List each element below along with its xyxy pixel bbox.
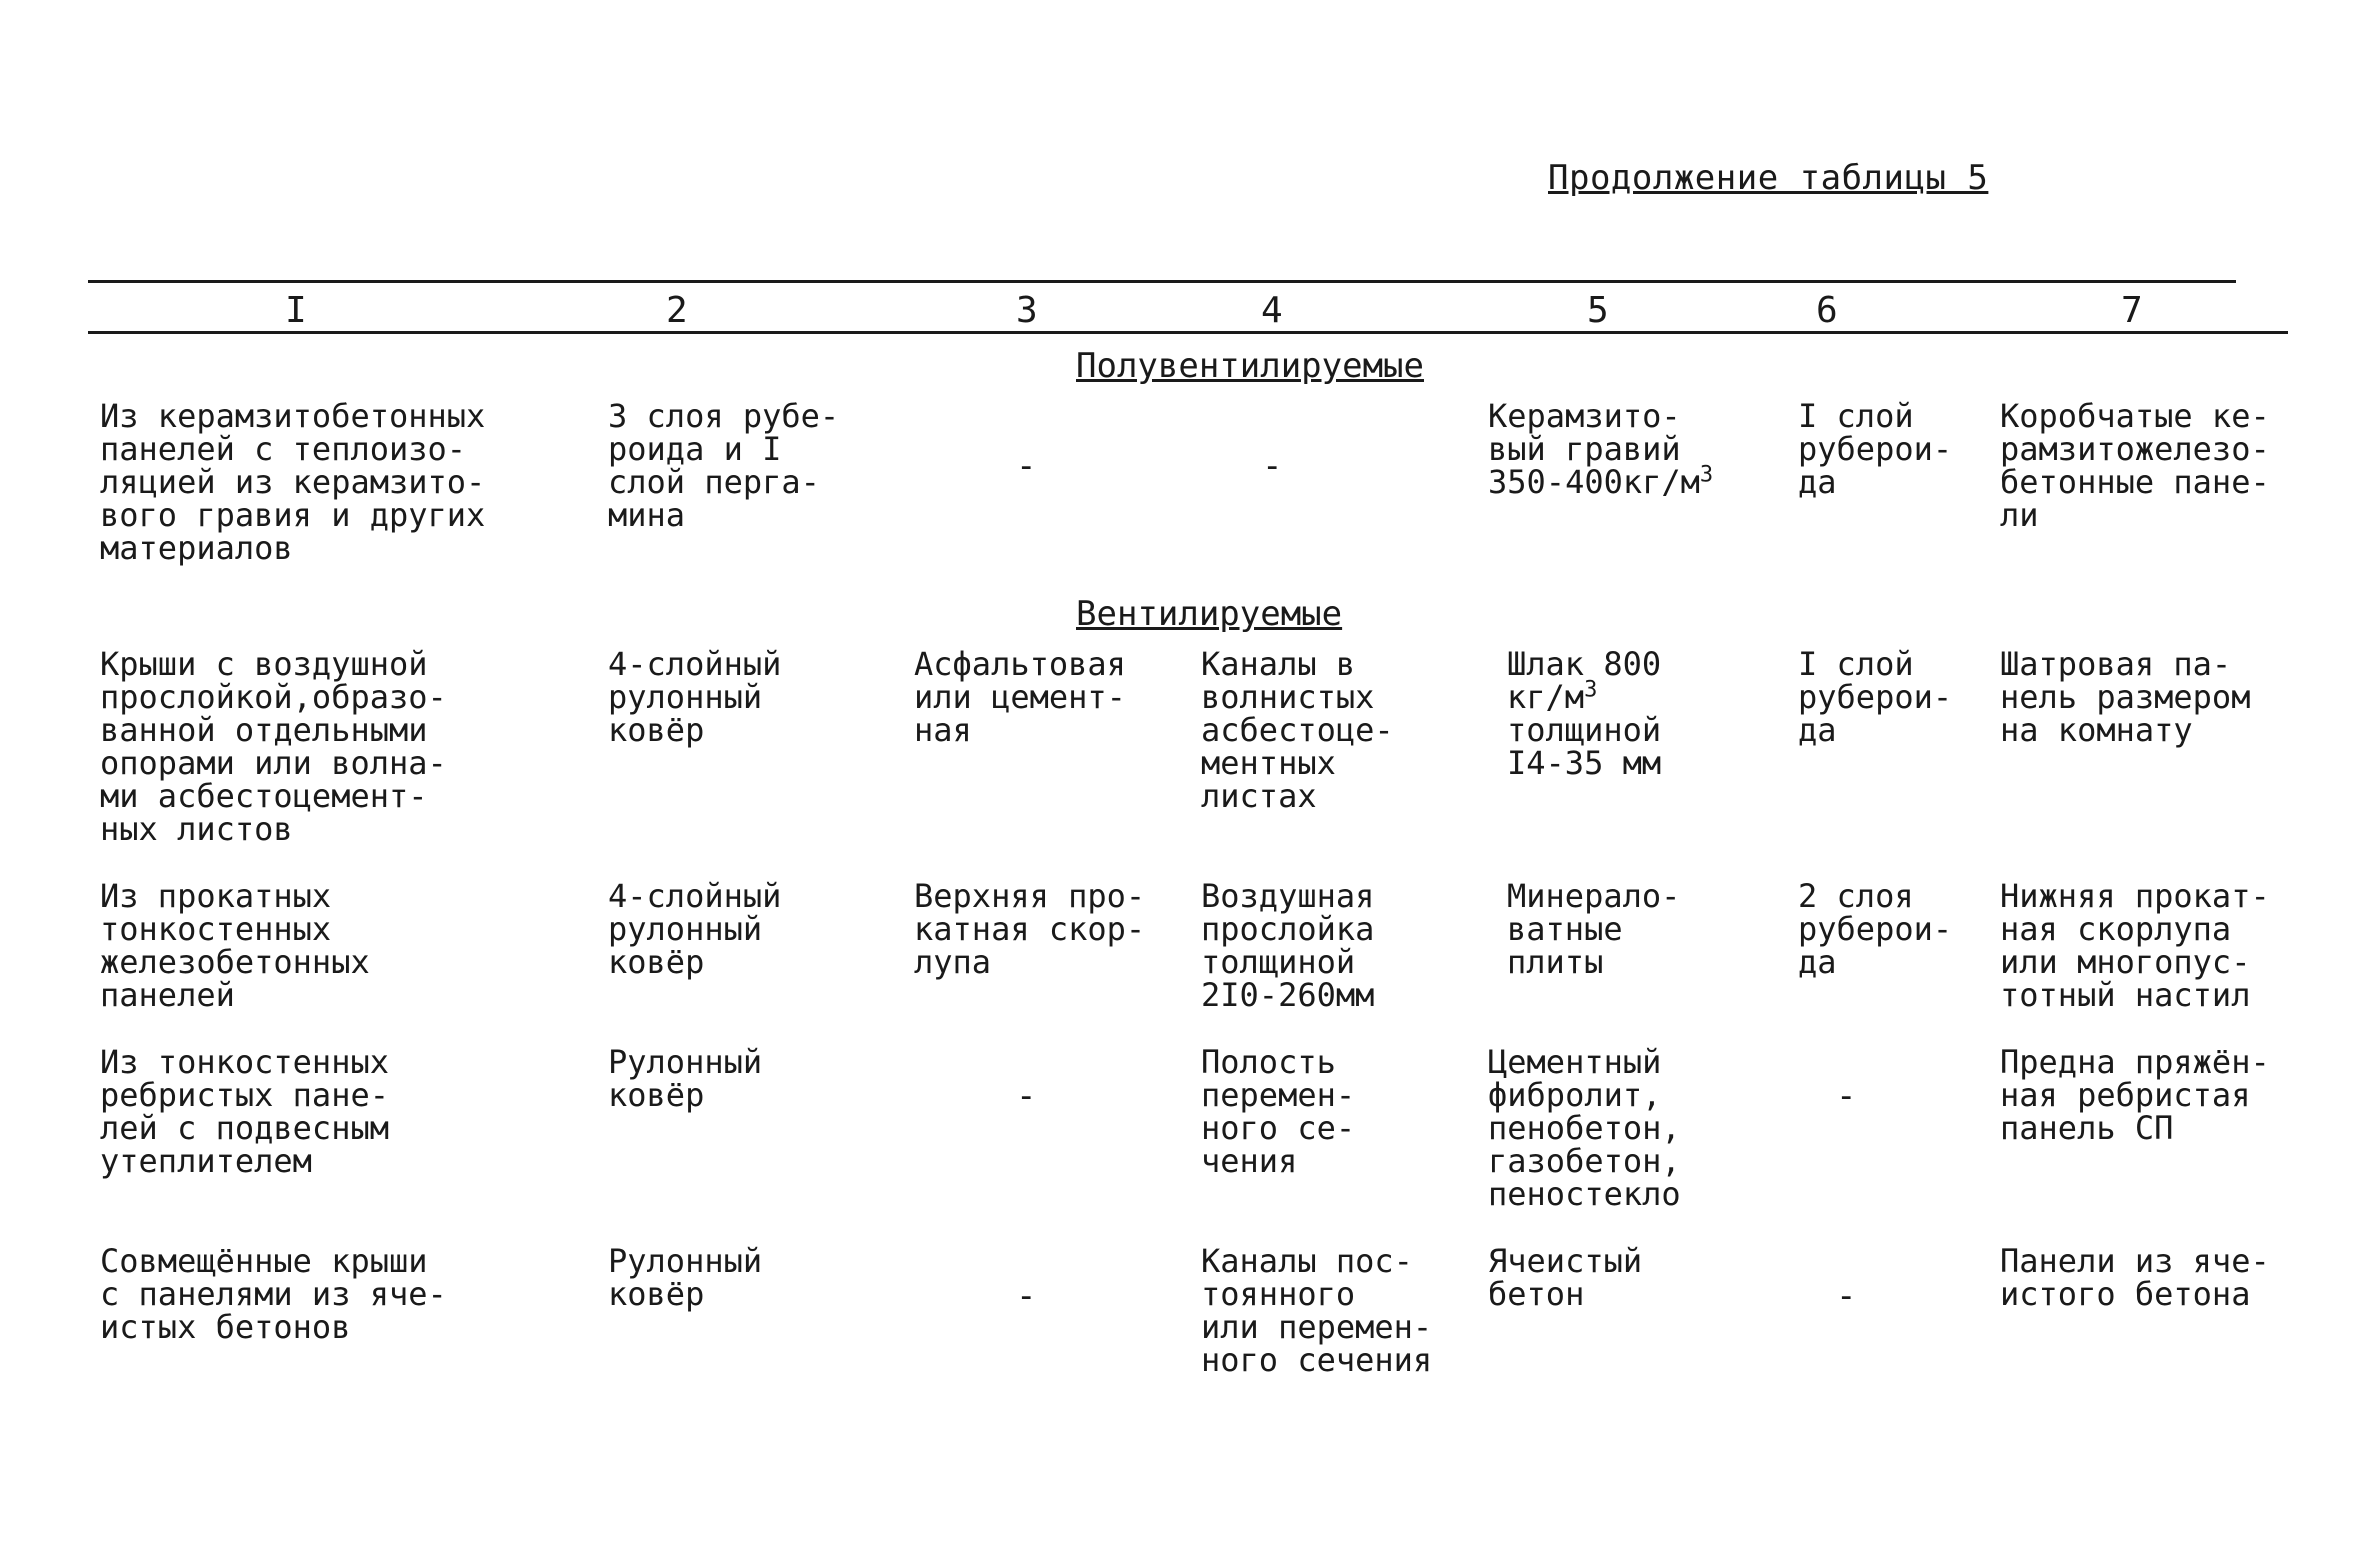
cell-bearing-structure: Предна пряжён- ная ребристая панель СП (2000, 1043, 2270, 1147)
cell-bearing-structure: Панели из яче- истого бетона (2000, 1242, 2270, 1313)
cell-protective-layer: - (1016, 1076, 1037, 1116)
cell-bearing-structure: Шатровая па- нель размером на комнату (2000, 645, 2251, 749)
cell-ventilation: Полость перемен- ного се- чения (1201, 1043, 1356, 1180)
cell-vapor-barrier: - (1836, 1076, 1857, 1116)
cell-protective-layer: Асфальтовая или цемент- ная (914, 645, 1126, 749)
column-number-2: 2 (666, 290, 688, 331)
cell-roofing: Рулонный ковёр (608, 1043, 763, 1114)
column-number-4: 4 (1261, 290, 1283, 331)
cell-insulation-thickness: толщиной I4-35 мм (1507, 711, 1662, 782)
column-number-5: 5 (1587, 290, 1609, 331)
column-number-3: 3 (1016, 290, 1038, 331)
superscript: 3 (1699, 462, 1714, 488)
table-caption: Продолжение таблицы 5 (1548, 158, 1989, 198)
cell-construction: Из тонкостенных ребристых пане- лей с подвесным утеплителем (100, 1043, 389, 1180)
cell-bearing-structure: Коробчатые ке- рамзитожелезо- бетонные пане- ли (2000, 397, 2270, 534)
cell-insulation-text: Керамзито- вый гравий 350-400кг/м (1488, 397, 1700, 501)
cell-vapor-barrier: - (1836, 1276, 1857, 1316)
cell-ventilation: Воздушная прослойка толщиной 2I0-260мм (1201, 877, 1375, 1014)
cell-insulation (1488, 397, 1714, 501)
cell-roofing: 4-слойный рулонный ковёр (608, 645, 782, 749)
cell-roofing: 3 слоя рубе- роида и I слой перга- мина (608, 397, 840, 534)
column-number-7: 7 (2121, 290, 2143, 331)
cell-insulation: Минерало- ватные плиты (1507, 877, 1681, 981)
cell-ventilation: - (1262, 446, 1283, 486)
table-header-rule (88, 331, 2288, 334)
cell-insulation (1507, 645, 1662, 782)
table-top-rule (88, 280, 2236, 283)
cell-vapor-barrier: 2 слоя руберои- да (1798, 877, 1953, 981)
cell-construction: Совмещённые крыши с панелями из яче- истых бетонов (100, 1242, 447, 1346)
cell-construction: Из прокатных тонкостенных железобетонных панелей (100, 877, 370, 1014)
cell-insulation: Цементный фибролит, пенобетон, газобетон, пеностекло (1488, 1043, 1681, 1213)
cell-vapor-barrier: I слой руберои- да (1798, 645, 1953, 749)
cell-construction: Из керамзитобетонных панелей с теплоизо- ляцией из керамзито- вого гравия и других материалов (100, 397, 486, 567)
cell-ventilation: Каналы пос- тоянного или перемен- ного сечения (1201, 1242, 1433, 1379)
cell-insulation-text: Шлак 800 кг/м (1507, 645, 1662, 716)
cell-ventilation: Каналы в волнистых асбестоце- ментных листах (1201, 645, 1394, 815)
column-number-6: 6 (1816, 290, 1838, 331)
cell-protective-layer: Верхняя про- катная скор- лупа (914, 877, 1146, 981)
cell-protective-layer: - (1016, 446, 1037, 486)
column-number-1: I (285, 290, 307, 331)
cell-roofing: Рулонный ковёр (608, 1242, 763, 1313)
cell-protective-layer: - (1016, 1276, 1037, 1316)
cell-insulation: Ячеистый бетон (1488, 1242, 1643, 1313)
cell-roofing: 4-слойный рулонный ковёр (608, 877, 782, 981)
section-heading-ventilated: Вентилируемые (1076, 594, 1343, 634)
superscript: 3 (1584, 677, 1598, 703)
section-heading-semi-ventilated: Полувентилируемые (1076, 346, 1424, 386)
cell-construction: Крыши с воздушной прослойкой,образо- ванной отдельными опорами или волна- ми асбестоцемент- ных листов (100, 645, 447, 848)
cell-bearing-structure: Нижняя прокат- ная скорлупа или многопус- тотный настил (2000, 877, 2270, 1014)
cell-vapor-barrier: I слой руберои- да (1798, 397, 1953, 501)
